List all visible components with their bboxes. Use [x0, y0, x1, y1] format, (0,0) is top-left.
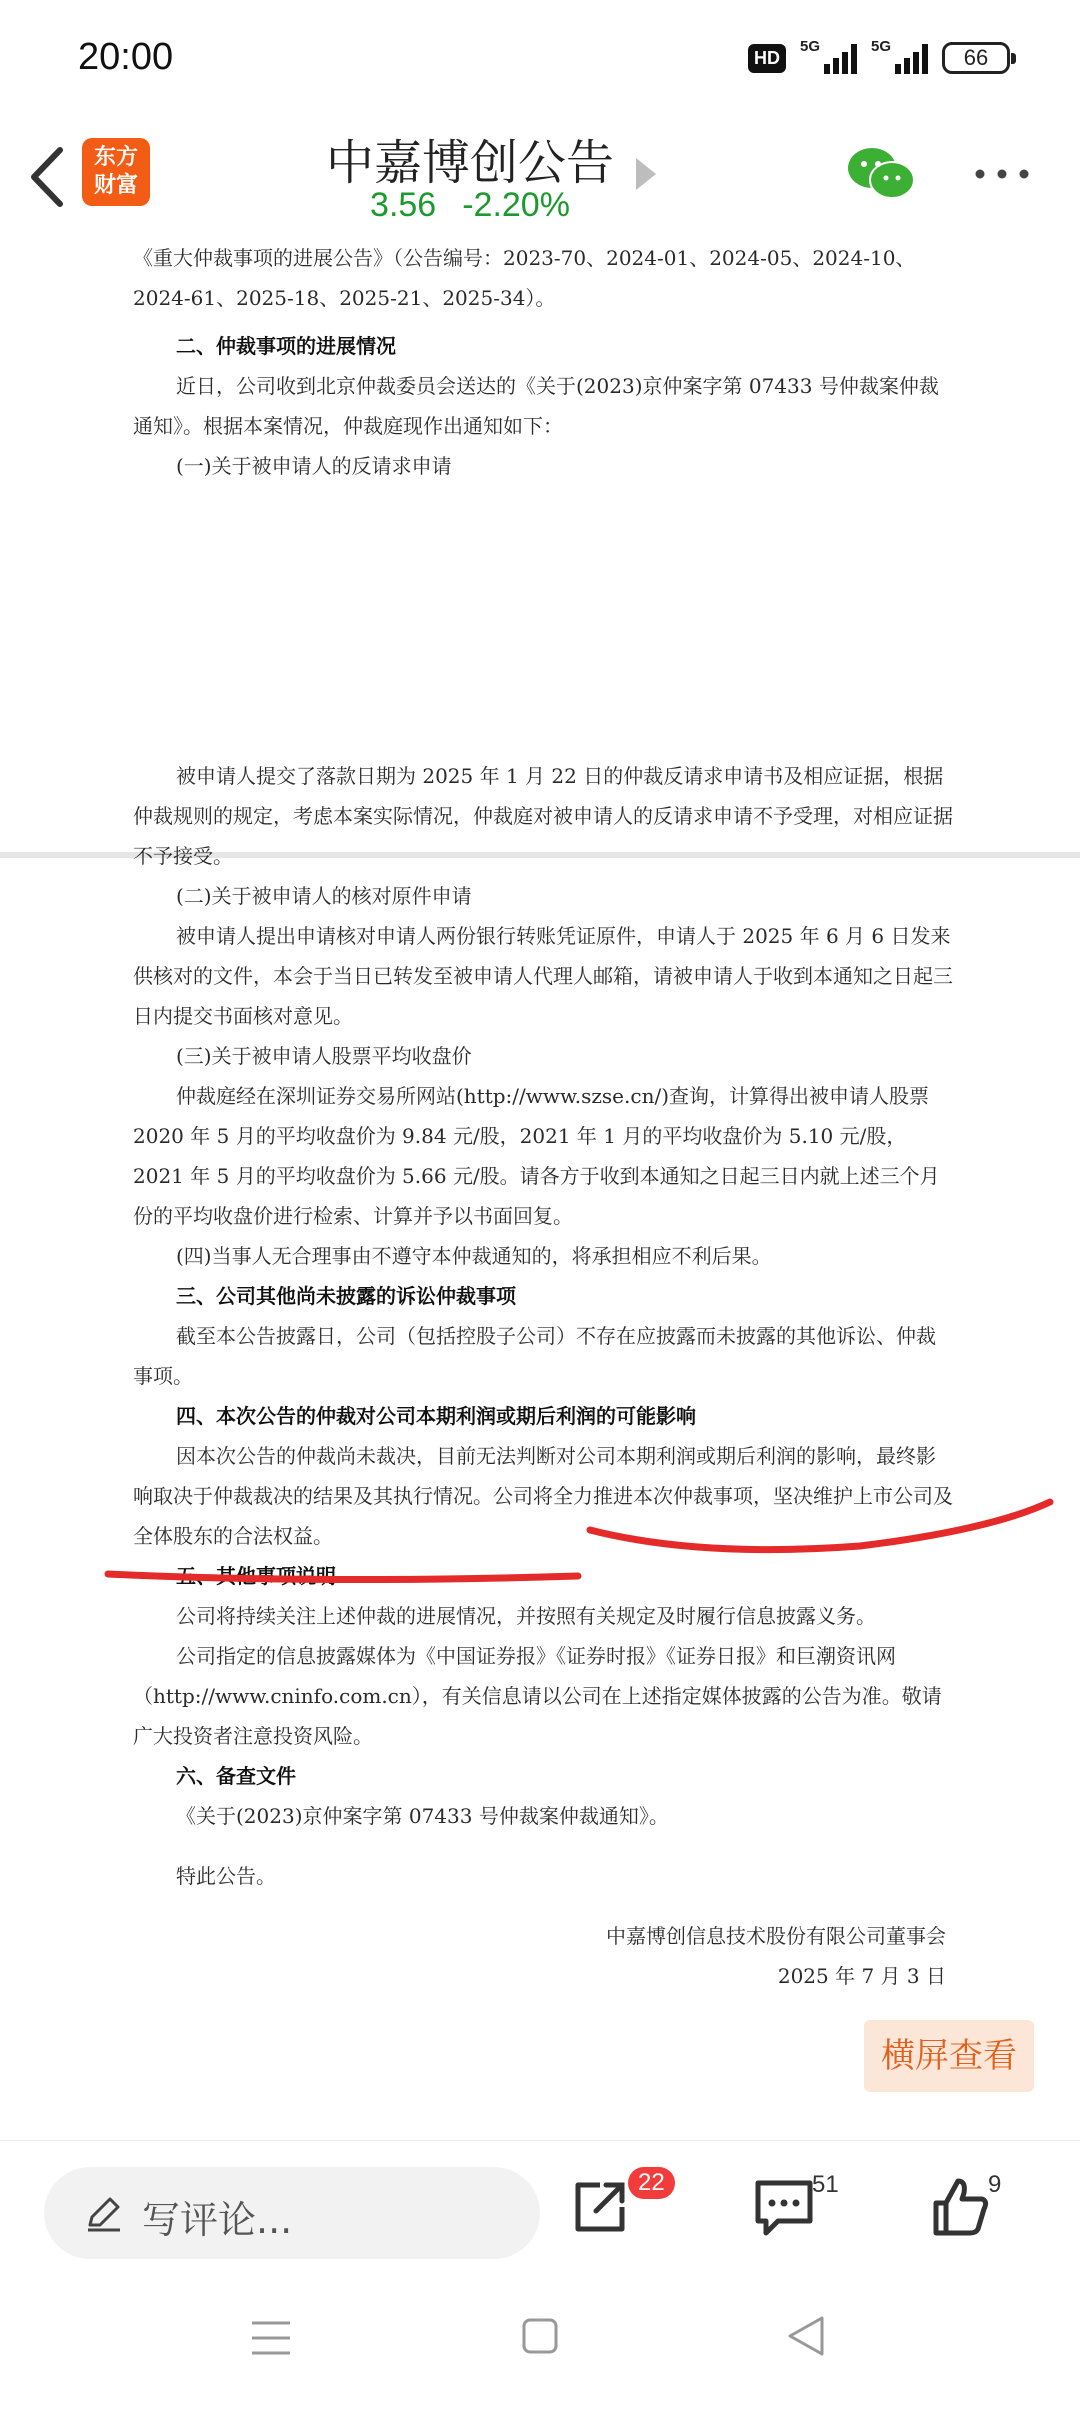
- doc-paragraph: 被申请人提交了落款日期为 2025 年 1 月 22 日的仲裁反请求申请书及相应证据，根据仲裁规则的规定，考虑本案实际情况，仲裁庭对被申请人的反请求申请不予受理，对相应证据不予接受。: [133, 764, 953, 868]
- doc-paragraph: 被申请人提出申请核对申请人两份银行转账凭证原件，申请人于 2025 年 6 月 6 日发来供核对的文件，本会于当日已转发至被申请人代理人邮箱，请被申请人于收到本通知之日起三日内提交书面核对意见。: [133, 924, 953, 1028]
- comment-count: 51: [812, 2171, 839, 2198]
- doc-paragraph: 公司将持续关注上述仲裁的进展情况，并按照有关规定及时履行信息披露义务。: [176, 1604, 876, 1628]
- doc-paragraph: 《重大仲裁事项的进展公告》（公告编号：2023-70、2024-01、2024-05、2024-10、2024-61、2025-18、2025-21、2025-34）。: [133, 246, 916, 310]
- doc-paragraph: 《关于(2023)京仲案字第 07433 号仲裁案仲裁通知》。: [176, 1804, 669, 1828]
- status-icons: [748, 38, 1010, 74]
- doc-signature: 中嘉博创信息技术股份有限公司董事会: [606, 1924, 946, 1948]
- doc-heading: 五、其他事项说明: [176, 1564, 336, 1588]
- home-icon[interactable]: [520, 2316, 560, 2356]
- doc-paragraph: 公司指定的信息披露媒体为《中国证券报》《证券时报》《证券日报》和巨潮资讯网（http://www.cninfo.com.cn），有关信息请以公司在上述指定媒体披露的公告为准。敬请广大投资者注意投资风险。: [133, 1644, 942, 1748]
- hd-voice-icon: HD: [748, 44, 786, 73]
- doc-heading: 二、仲裁事项的进展情况: [176, 334, 396, 358]
- signal-icon: [800, 38, 857, 74]
- more-dots-icon[interactable]: [972, 164, 1032, 184]
- logo-line-2: 财富: [93, 173, 138, 198]
- wechat-icon[interactable]: [846, 144, 916, 204]
- comment-placeholder: 写评论...: [142, 2198, 293, 2242]
- doc-paragraph: 特此公告。: [176, 1864, 276, 1888]
- doc-paragraph: 截至本公告披露日，公司（包括控股子公司）不存在应披露而未披露的其他诉讼、仲裁事项。: [133, 1324, 936, 1388]
- play-triangle-icon[interactable]: [636, 158, 656, 190]
- comment-icon[interactable]: [752, 2177, 816, 2237]
- doc-paragraph: 近日，公司收到北京仲裁委员会送达的《关于(2023)京仲案字第 07433 号仲裁案仲裁通知》。根据本案情况，仲裁庭现作出通知如下：: [133, 374, 939, 438]
- logo-line-1: 东方: [93, 145, 138, 170]
- doc-heading: 三、公司其他尚未披露的诉讼仲裁事项: [176, 1284, 516, 1308]
- doc-heading: 六、备查文件: [176, 1764, 296, 1788]
- signal-label: 5G: [800, 38, 821, 55]
- doc-paragraph: (二)关于被申请人的核对原件申请: [176, 884, 472, 908]
- battery-icon: 66: [942, 42, 1010, 74]
- thumbs-up-icon[interactable]: [930, 2177, 990, 2237]
- bottom-action-bar: [0, 2140, 1080, 2271]
- doc-paragraph: (一)关于被申请人的反请求申请: [176, 454, 452, 478]
- status-bar: [0, 0, 1080, 120]
- back-triangle-icon[interactable]: [786, 2314, 826, 2358]
- comment-input[interactable]: [44, 2167, 540, 2259]
- red-underline-annotation: [0, 240, 1080, 2130]
- doc-paragraph: 仲裁庭经在深圳证券交易所网站(http://www.szse.cn/)查询，计算得出被申请人股票 2020 年 5 月的平均收盘价为 9.84 元/股，2021 年 1 月的平均收盘价为 5.10 元/股，2021 年 5 月的平均收盘价为 5.66 元/股。请各方于收到本通知之日起三日内就上述三个月份的平均收盘价进行检索、计算并予以书面回复。: [133, 1084, 940, 1228]
- stock-change: -2.20%: [462, 186, 570, 224]
- doc-paragraph: (四)当事人无合理事由不遵守本仲裁通知的，将承担相应不利后果。: [176, 1244, 772, 1268]
- share-icon[interactable]: [570, 2177, 630, 2237]
- like-count: 9: [988, 2171, 1002, 2198]
- menu-icon[interactable]: [250, 2318, 292, 2358]
- doc-heading: 四、本次公告的仲裁对公司本期利润或期后利润的可能影响: [176, 1404, 696, 1428]
- signal-icon-2: [871, 38, 928, 74]
- stock-quote[interactable]: [0, 186, 940, 225]
- doc-date: 2025 年 7 月 3 日: [777, 1964, 946, 1988]
- signal-label-2: 5G: [871, 38, 892, 55]
- app-header: [0, 120, 1080, 240]
- doc-paragraph: (三)关于被申请人股票平均收盘价: [176, 1044, 472, 1068]
- pencil-icon: [84, 2193, 124, 2233]
- announcement-document[interactable]: [0, 240, 1080, 2130]
- share-count-badge: 22: [628, 2167, 675, 2199]
- landscape-view-button[interactable]: 横屏查看: [864, 2020, 1034, 2092]
- doc-paragraph: 因本次公告的仲裁尚未裁决，目前无法判断对公司本期利润或期后利润的影响，最终影响取决于仲裁裁决的结果及其执行情况。公司将全力推进本次仲裁事项，坚决维护上市公司及全体股东的合法权益。: [133, 1444, 953, 1548]
- system-navigation-bar: [0, 2270, 1080, 2412]
- status-time: 20:00: [78, 36, 174, 78]
- stock-price: 3.56: [370, 186, 437, 224]
- page-title: 中嘉博创公告: [325, 135, 614, 191]
